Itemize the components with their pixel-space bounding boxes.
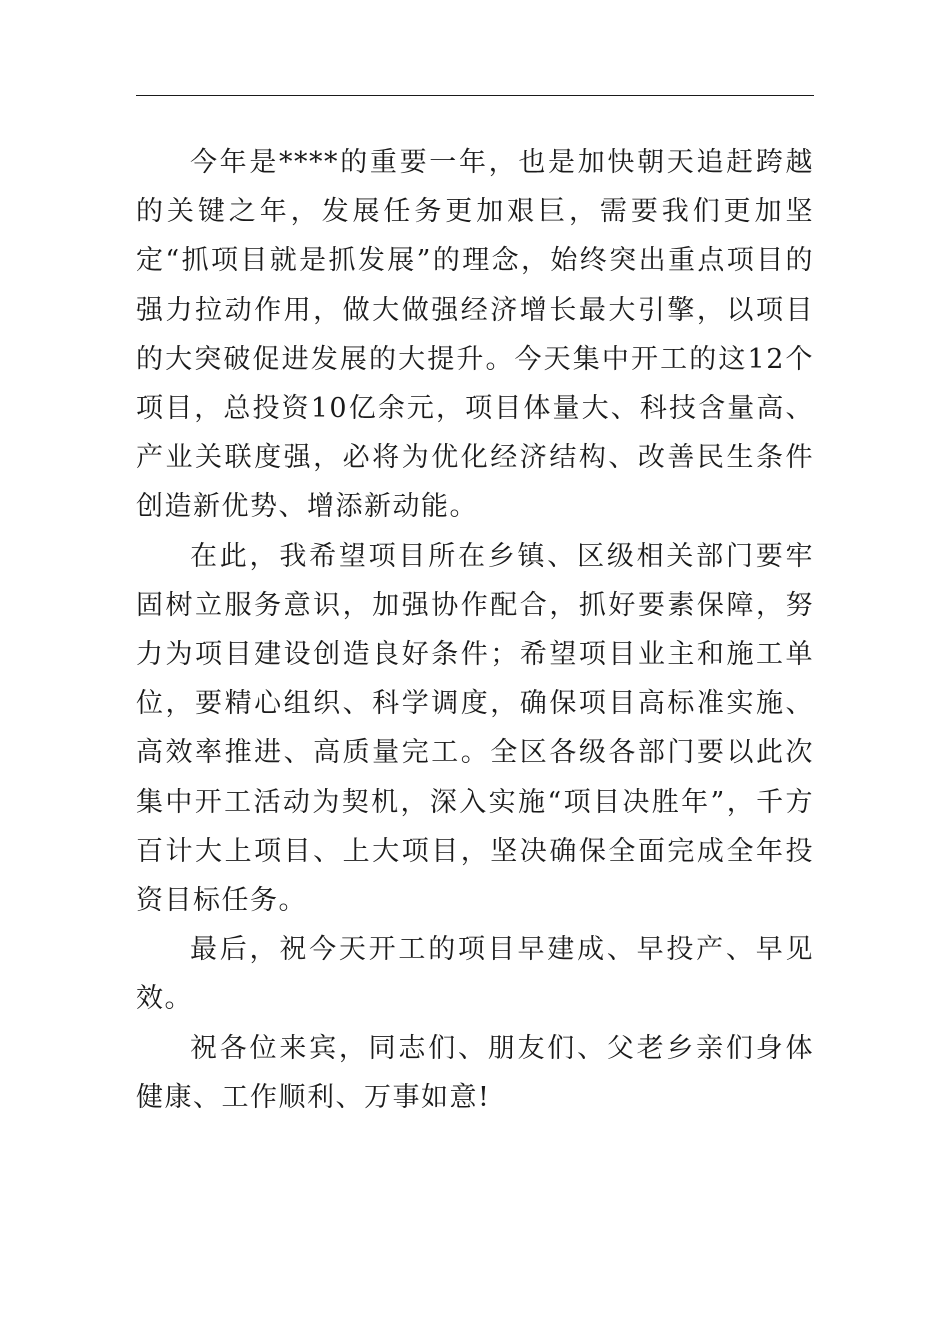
- document-body: [136, 138, 814, 1122]
- header-rule: [136, 95, 814, 96]
- paragraph-greeting: 祝各位来宾，同志们、朋友们、父老乡亲们身体健康、工作顺利、万事如意!: [136, 1032, 814, 1113]
- paragraph-department-requirements: 在此，我希望项目所在乡镇、区级相关部门要牢固树立服务意识，加强协作配合，抓好要素保障，努力为项目建设创造良好条件；希望项目业主和施工单位，要精心组织、科学调度，确保项目高标准实施、高效率推进、高质量完工。全区各级各部门要以此次集中开工活动为契机，深入实施“项目决胜年”，千方百计大上项目、上大项目，坚决确保全面完成全年投资目标任务。: [136, 540, 814, 917]
- paragraph-closing-wish: 最后，祝今天开工的项目早建成、早投产、早见效。: [136, 934, 814, 1015]
- paragraph-project-importance: 今年是****的重要一年，也是加快朝天追赶跨越的关键之年，发展任务更加艰巨，需要我们更加坚定“抓项目就是抓发展”的理念，始终突出重点项目的强力拉动作用，做大做强经济增长最大引擎，以项目的大突破促进发展的大提升。今天集中开工的这12个项目，总投资10亿余元，项目体量大、科技含量高、产业关联度强，必将为优化经济结构、改善民生条件创造新优势、增添新动能。: [136, 147, 814, 523]
